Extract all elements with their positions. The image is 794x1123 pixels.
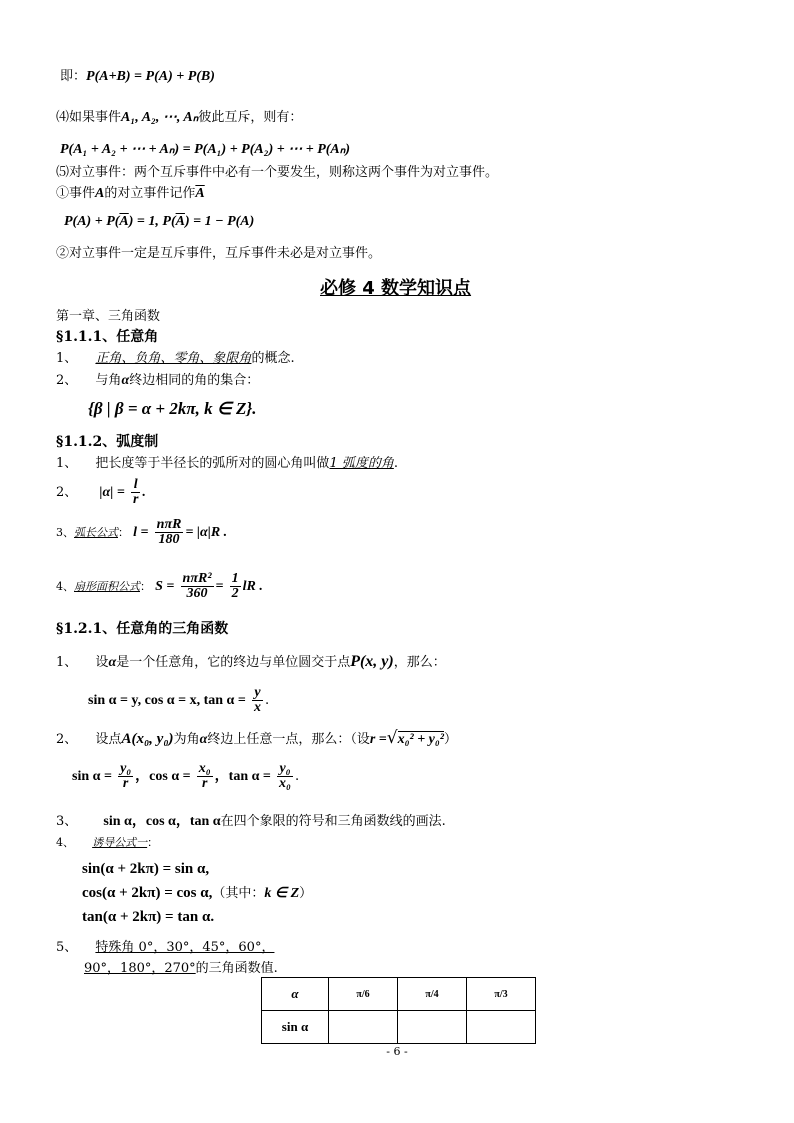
line-sum-formula <box>60 143 350 157</box>
term: 弧长公式 <box>74 526 118 539</box>
text: ： <box>140 580 151 593</box>
fraction <box>277 762 293 791</box>
formula: x₀² + y₀² <box>397 732 444 747</box>
text: ，那么： <box>393 655 446 670</box>
text: 特殊角 0°，30°，45°，60°， <box>95 940 275 955</box>
text: . <box>393 456 398 471</box>
formula: A₁, A₂, ⋯, Aₙ <box>121 110 199 125</box>
formula: tan(α + 2kπ) = tan α. <box>82 909 215 925</box>
formula: l = <box>133 525 149 540</box>
formula: ，cos α = <box>135 769 191 784</box>
line-mutually-exclusive <box>56 111 302 125</box>
fraction <box>252 686 263 715</box>
chapter-heading: 第一章、三角函数 <box>56 309 161 324</box>
text: 的三角函数值. <box>195 961 278 976</box>
line-addition-rule <box>60 70 215 84</box>
text: 设 <box>95 655 109 670</box>
page-number: - 6 - <box>386 1045 408 1058</box>
list-item <box>56 815 446 829</box>
table-cell <box>329 1011 398 1044</box>
formula: = |α|R . <box>185 525 228 540</box>
text: 在四个象限的符号和三角函数线的画法. <box>220 814 446 829</box>
formula: sin α = y, cos α = x, tan α = <box>88 693 246 708</box>
item-number: 5、 <box>56 940 78 955</box>
formula: $\overline{A}$ <box>195 186 205 201</box>
numerator: 1 <box>231 571 239 586</box>
list-item <box>56 836 158 849</box>
formula: P(A+B) = P(A) + P(B) <box>86 69 215 84</box>
text: （其中： <box>212 886 265 901</box>
numerator: nπR² <box>182 571 212 586</box>
line-complement-formula <box>64 215 254 229</box>
denominator: x₀ <box>279 776 291 791</box>
term: 扇形面积公式 <box>74 580 140 593</box>
list-item <box>56 374 259 388</box>
table-header-cell: α <box>262 978 329 1011</box>
formula: P(A) + P( <box>64 214 120 229</box>
sqrt-symbol: √ <box>386 728 398 748</box>
fraction <box>197 762 213 791</box>
item-number: 3、 <box>56 526 74 539</box>
denominator: r <box>197 776 213 791</box>
text: ⑷如果事件 <box>56 110 122 125</box>
numerator: y₀ <box>120 761 132 776</box>
term: 1 弧度的角 <box>329 456 394 471</box>
table-row <box>262 1011 536 1044</box>
line-complementary-def <box>56 166 498 179</box>
text: ： <box>147 836 159 849</box>
term: 诱导公式一 <box>92 836 148 849</box>
list-item <box>56 572 263 601</box>
text: 终边相同的角的集合： <box>129 373 260 388</box>
text: . <box>264 693 270 708</box>
text: 的对立事件记作 <box>104 186 196 201</box>
set-formula <box>88 400 257 417</box>
formula: sin(α + 2kπ) = sin α, <box>82 861 210 877</box>
list-item <box>56 941 274 954</box>
text: . <box>142 485 146 500</box>
formula-line <box>72 762 299 791</box>
table-cell <box>398 1011 467 1044</box>
table-header-cell: π/3 <box>467 978 536 1011</box>
table-header-cell: π/6 <box>329 978 398 1011</box>
numerator: y <box>254 685 261 700</box>
formula: A(x₀, y₀) <box>121 731 174 747</box>
formula: sin α，cos α，tan α <box>103 814 221 829</box>
term: 正角、负角、零角、象限角 <box>95 351 252 366</box>
text: = <box>215 579 224 594</box>
numerator: y₀ <box>279 761 291 776</box>
numerator: nπR <box>156 517 182 532</box>
item-number: 1、 <box>56 456 78 471</box>
numerator: x₀ <box>198 761 211 776</box>
item-number: 2、 <box>56 732 78 747</box>
text: 的概念. <box>251 351 295 366</box>
fraction <box>181 572 214 601</box>
text: 设点 <box>95 732 122 747</box>
text: ②对立事件一定是互斥事件，互斥事件未必是对立事件。 <box>56 246 382 261</box>
induction-formula <box>82 862 209 877</box>
text: ①事件 <box>56 186 96 201</box>
induction-formula <box>82 886 312 901</box>
section-heading: §1.2.1、任意角的三角函数 <box>56 621 229 637</box>
text: . <box>294 769 300 784</box>
text: ） <box>443 732 457 747</box>
denominator: x <box>253 700 261 715</box>
item-number: 3、 <box>56 814 78 829</box>
formula: lR . <box>242 579 263 594</box>
formula: r = <box>369 732 387 747</box>
denominator: 360 <box>181 586 214 601</box>
page-title: 必修 4 数学知识点 <box>320 278 472 299</box>
formula: α <box>199 732 208 747</box>
list-item <box>56 457 398 470</box>
text: 是一个任意角，它的终边与单位圆交于点 <box>116 655 351 670</box>
formula: P(A₁ + A₂ + ⋯ + Aₙ) = P(A₁) + P(A₂) + ⋯ + P(Aₙ) <box>60 142 351 157</box>
item-number: 2、 <box>56 373 78 388</box>
table-row-label: sin α <box>262 1011 329 1044</box>
numerator: l <box>133 477 138 492</box>
induction-formula <box>82 910 214 925</box>
formula: ) = 1, P( <box>128 214 176 229</box>
formula: cos(α + 2kπ) = cos α, <box>82 885 213 901</box>
formula: α <box>108 655 117 670</box>
text: 90°，180°，270° <box>84 961 196 976</box>
text: 为角 <box>173 732 200 747</box>
text: 终边上任意一点，那么：（设 <box>207 732 370 747</box>
fraction <box>230 572 241 601</box>
text: ） <box>299 886 313 901</box>
fraction <box>155 518 184 547</box>
item-number: 4、 <box>56 580 74 593</box>
formula: |α| = <box>99 485 125 500</box>
list-item-continued <box>84 962 278 975</box>
table-cell <box>467 1011 536 1044</box>
item-number: 2、 <box>56 485 78 500</box>
formula: ) = 1 − P(A) <box>184 214 255 229</box>
text: ⑸对立事件：两个互斥事件中必有一个要发生，则称这两个事件为对立事件。 <box>56 165 499 180</box>
line-complement-notation <box>56 187 205 201</box>
formula: $\overline{A}$ <box>119 214 129 229</box>
fraction <box>118 762 133 791</box>
text: ： <box>118 526 129 539</box>
formula: P(x, y) <box>350 653 394 670</box>
text: 把长度等于半径长的弧所对的圆心角叫做 <box>95 456 330 471</box>
list-item <box>56 352 295 365</box>
denominator: 180 <box>155 532 184 547</box>
denominator: 2 <box>231 586 239 601</box>
table-row <box>262 978 536 1011</box>
list-item <box>56 654 446 670</box>
table-header-cell: π/4 <box>398 978 467 1011</box>
list-item <box>56 478 146 507</box>
text: 与角 <box>95 373 122 388</box>
list-item <box>56 518 227 547</box>
text: 即： <box>60 69 87 84</box>
item-number: 1、 <box>56 655 78 670</box>
trig-values-table <box>261 977 536 1044</box>
formula-line <box>88 686 269 715</box>
item-number: 4、 <box>56 836 74 849</box>
line-complement-note <box>56 247 381 260</box>
section-heading: §1.1.2、弧度制 <box>56 434 159 450</box>
formula: {β | β = α + 2kπ, k ∈ Z}. <box>88 399 257 418</box>
formula: $\overline{A}$ <box>175 214 185 229</box>
formula: ，tan α = <box>214 769 271 784</box>
section-heading: §1.1.1、任意角 <box>56 329 159 345</box>
fraction <box>131 478 140 507</box>
formula: k ∈ Z <box>264 886 300 901</box>
list-item <box>56 730 457 747</box>
denominator: r <box>132 492 139 507</box>
denominator: r <box>118 776 133 791</box>
formula: α <box>121 373 130 388</box>
text: 彼此互斥，则有： <box>198 110 303 125</box>
formula: S = <box>155 579 175 594</box>
formula: A <box>95 186 105 201</box>
item-number: 1、 <box>56 351 78 366</box>
formula: sin α = <box>72 769 112 784</box>
